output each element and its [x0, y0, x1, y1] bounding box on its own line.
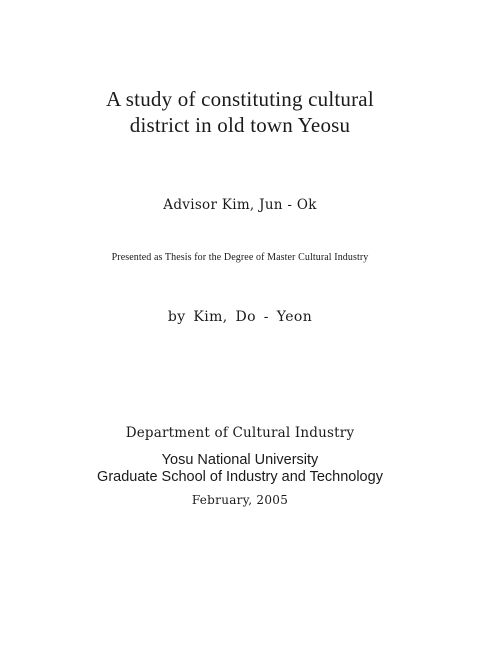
submission-date: February, 2005 — [191, 493, 289, 507]
thesis-title-line-1: A study of constituting cultural — [106, 87, 374, 111]
advisor-line: Advisor Kim, Jun - Ok — [163, 197, 317, 213]
department-line: Department of Cultural Industry — [125, 425, 355, 441]
thesis-title-line-2: district in old town Yeosu — [129, 113, 351, 137]
author-line: by Kim, Do - Yeon — [167, 309, 313, 325]
graduate-school-line: Graduate School of Industry and Technology — [97, 469, 383, 485]
university-line: Yosu National University — [161, 452, 319, 468]
degree-statement: Presented as Thesis for the Degree of Master Cultural Industry — [111, 252, 369, 263]
